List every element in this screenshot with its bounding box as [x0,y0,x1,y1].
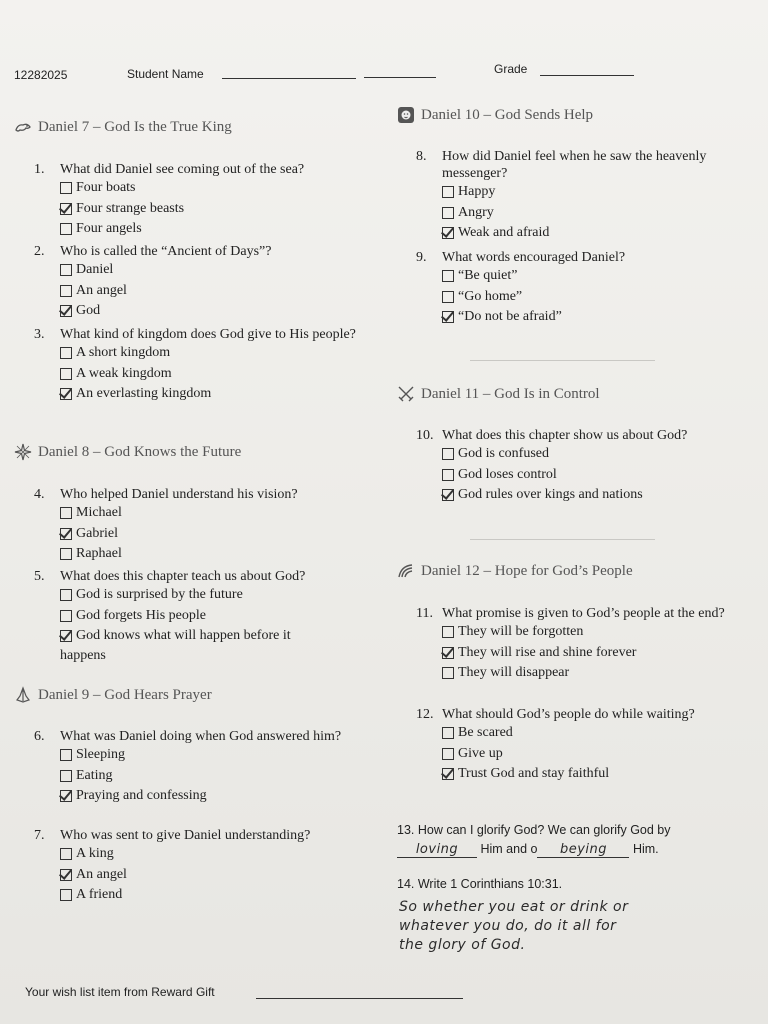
checkbox[interactable] [60,610,72,622]
q13-middle-text: Him and o [480,842,538,856]
question-number: 11. [416,606,433,621]
option-label: An angel [76,282,127,298]
answer-option[interactable] [442,723,742,744]
option-label: Sleeping [76,747,125,762]
question-number: 3. [34,327,45,342]
question-12 [416,706,742,785]
answer-option[interactable] [60,745,360,766]
checked-checkbox[interactable] [60,528,72,540]
checked-checkbox[interactable] [442,227,454,239]
checkbox[interactable] [60,848,72,860]
answer-option[interactable] [442,622,742,643]
question-number: 6. [34,729,45,744]
question-text: What promise is given to God’s people at the end? [442,606,725,621]
rainbow-icon [397,562,415,580]
answer-option[interactable] [60,178,360,199]
answer-option[interactable] [442,485,742,506]
answer-option[interactable] [442,266,742,287]
section-title-text: Daniel 9 – God Hears Prayer [38,686,212,703]
answer-option[interactable] [60,260,360,281]
checked-checkbox[interactable] [60,305,72,317]
section-daniel-8 [14,443,241,461]
checked-checkbox[interactable] [60,630,72,642]
question-number: 12. [416,707,434,722]
checkbox[interactable] [60,223,72,235]
question-14-handwritten-answer [399,898,628,955]
question-text: Who helped Daniel understand his vision? [60,487,298,502]
option-label: Four angels [76,221,142,236]
divider [470,360,655,361]
question-5 [34,568,360,664]
option-label: God knows what will happen before it [76,628,291,643]
option-label: God loses control [458,466,557,482]
question-14-prompt: 14. Write 1 Corinthians 10:31. [397,877,563,891]
student-name-line-2 [364,77,436,78]
answer-option[interactable] [60,364,360,385]
checkbox[interactable] [60,368,72,380]
option-label: “Do not be afraid” [458,309,562,324]
answer-option[interactable] [442,643,742,664]
question-number: 7. [34,828,45,843]
option-label: Eating [76,767,113,783]
question-text: What words encouraged Daniel? [442,250,626,265]
handwriting-line: So whether you eat or drink or [399,899,629,915]
checked-checkbox[interactable] [442,768,454,780]
checked-checkbox[interactable] [442,647,454,659]
question-3 [34,326,360,405]
option-label: They will be forgotten [458,624,584,639]
option-label: They will rise and shine forever [458,644,637,660]
answer-option[interactable] [442,287,742,308]
answer-option[interactable] [442,465,742,486]
checkbox[interactable] [442,270,454,282]
answer-option[interactable] [442,444,742,465]
section-title-text: Daniel 7 – God Is the True King [38,118,232,135]
section-daniel-12 [397,562,633,580]
answer-option[interactable] [442,307,742,328]
option-label: A friend [76,887,123,902]
question-9 [416,249,742,328]
answer-option[interactable] [60,885,360,906]
checked-checkbox[interactable] [60,790,72,802]
grade-line [540,75,634,76]
lion-icon [397,106,415,124]
checkbox[interactable] [442,667,454,679]
question-7 [34,827,360,906]
question-13-prompt: 13. How can I glorify God? We can glorify God by [397,823,671,837]
checkbox[interactable] [442,207,454,219]
option-label: God [76,303,101,318]
option-label: A short kingdom [76,345,171,360]
question-2 [34,243,360,322]
option-label: God rules over kings and nations [458,487,643,502]
q13-end-text: Him. [632,842,659,856]
option-label: Praying and confessing [76,788,207,803]
handwriting-line: whatever you do, do it all for [399,918,617,934]
answer-option[interactable] [60,626,360,647]
answer-option[interactable] [60,219,360,240]
option-label: Gabriel [76,525,118,541]
question-6 [34,728,360,807]
grade-label: Grade [494,62,528,76]
checked-checkbox[interactable] [60,203,72,215]
question-number: 2. [34,244,45,259]
wish-list-line[interactable] [256,998,463,999]
answer-option[interactable] [60,786,360,807]
section-daniel-9 [14,686,212,704]
question-text: How did Daniel feel when he saw the heavenly messenger? [442,149,707,181]
option-label: Weak and afraid [458,225,550,240]
checkbox[interactable] [60,347,72,359]
answer-option[interactable] [60,503,360,524]
checkbox[interactable] [60,507,72,519]
answer-option[interactable] [442,223,742,244]
option-label: Be scared [458,725,513,740]
checkbox[interactable] [442,727,454,739]
answer-option[interactable] [60,301,360,322]
answer-option[interactable] [60,343,360,364]
option-label: Happy [458,184,496,199]
answer-option[interactable] [442,744,742,765]
answer-option[interactable] [442,203,742,224]
answer-option[interactable] [442,764,742,785]
question-1 [34,161,360,240]
section-title-text: Daniel 12 – Hope for God’s People [421,562,633,579]
section-title-text: Daniel 10 – God Sends Help [421,106,594,123]
checkbox[interactable] [60,770,72,782]
checkbox[interactable] [60,889,72,901]
crossed-swords-icon [397,385,415,403]
answer-option[interactable] [442,182,742,203]
checkbox[interactable] [60,264,72,276]
option-label: God forgets His people [76,607,206,623]
checkbox[interactable] [442,186,454,198]
option-label: “Be quiet” [458,268,518,283]
checkbox[interactable] [442,626,454,638]
checkbox[interactable] [60,749,72,761]
question-text: What was Daniel doing when God answered him? [60,729,342,744]
option-label: Four strange beasts [76,200,185,216]
checked-checkbox[interactable] [442,311,454,323]
question-text: Who was sent to give Daniel understanding? [60,828,311,843]
option-label: Raphael [76,546,122,561]
answer-option[interactable] [60,199,360,220]
section-title-text: Daniel 8 – God Knows the Future [38,443,242,460]
answer-blank-1[interactable]: loving [397,842,477,858]
section-title-text: Daniel 11 – God Is in Control [421,385,600,402]
question-11 [416,605,742,684]
question-text: What should God’s people do while waiting? [442,707,695,722]
sparkle-icon [14,443,32,461]
option-label: A king [76,846,114,861]
question-text: Who is called the “Ancient of Days”? [60,244,272,259]
divider [470,539,655,540]
option-label: Four boats [76,180,136,195]
answer-option[interactable] [60,766,360,787]
answer-option[interactable] [60,606,360,627]
checkbox[interactable] [442,469,454,481]
option-label: An everlasting kingdom [76,386,212,401]
answer-option[interactable] [442,663,742,684]
answer-option[interactable] [60,844,360,865]
answer-option[interactable] [60,281,360,302]
option-label: They will disappear [458,665,570,680]
option-label: Daniel [76,262,114,277]
question-text: What kind of kingdom does God give to His people? [60,327,356,342]
section-daniel-7 [14,118,232,136]
answer-option[interactable] [60,384,360,405]
option-label: Trust God and stay faithful [458,766,610,781]
handwriting-line: the glory of God. [399,937,526,953]
option-label: Give up [458,745,503,761]
question-text: What does this chapter teach us about God? [60,569,306,584]
option-label: “Go home” [458,288,523,304]
beast-icon [14,118,32,136]
student-name-line [222,78,356,79]
section-daniel-10 [397,106,593,124]
praying-hands-icon [14,686,32,704]
question-8 [416,148,742,244]
checkbox[interactable] [442,748,454,760]
student-name-label: Student Name [127,67,204,81]
question-number: 10. [416,428,434,443]
checked-checkbox[interactable] [442,489,454,501]
question-number: 9. [416,250,427,265]
wish-list-label: Your wish list item from Reward Gift [25,985,215,999]
worksheet-id: 12282025 [14,68,68,82]
question-10 [416,427,742,506]
checkbox[interactable] [60,548,72,560]
answer-option[interactable] [60,865,360,886]
answer-blank-2[interactable]: beying [537,842,629,858]
option-label: God is confused [458,446,549,461]
option-label: Michael [76,505,122,520]
checked-checkbox[interactable] [60,388,72,400]
question-text: What does this chapter show us about God? [442,428,688,443]
option-label: A weak kingdom [76,365,172,381]
question-text: What did Daniel see coming out of the sea? [60,162,305,177]
answer-option[interactable] [60,524,360,545]
checkbox[interactable] [60,285,72,297]
question-number: 4. [34,487,45,502]
checkbox[interactable] [60,182,72,194]
option-label: Angry [458,204,494,220]
question-number: 1. [34,162,45,177]
checked-checkbox[interactable] [60,869,72,881]
question-13-answer-row [397,842,659,858]
option-label: An angel [76,866,127,882]
answer-option[interactable] [60,585,360,606]
question-4 [34,486,360,565]
option-label: God is surprised by the future [76,587,243,602]
section-daniel-11 [397,385,600,403]
checkbox[interactable] [60,589,72,601]
checkbox[interactable] [442,291,454,303]
checkbox[interactable] [442,448,454,460]
question-number: 8. [416,149,427,164]
answer-option[interactable] [60,544,360,565]
option-label-continuation: happens [60,647,106,663]
question-number: 5. [34,569,45,584]
